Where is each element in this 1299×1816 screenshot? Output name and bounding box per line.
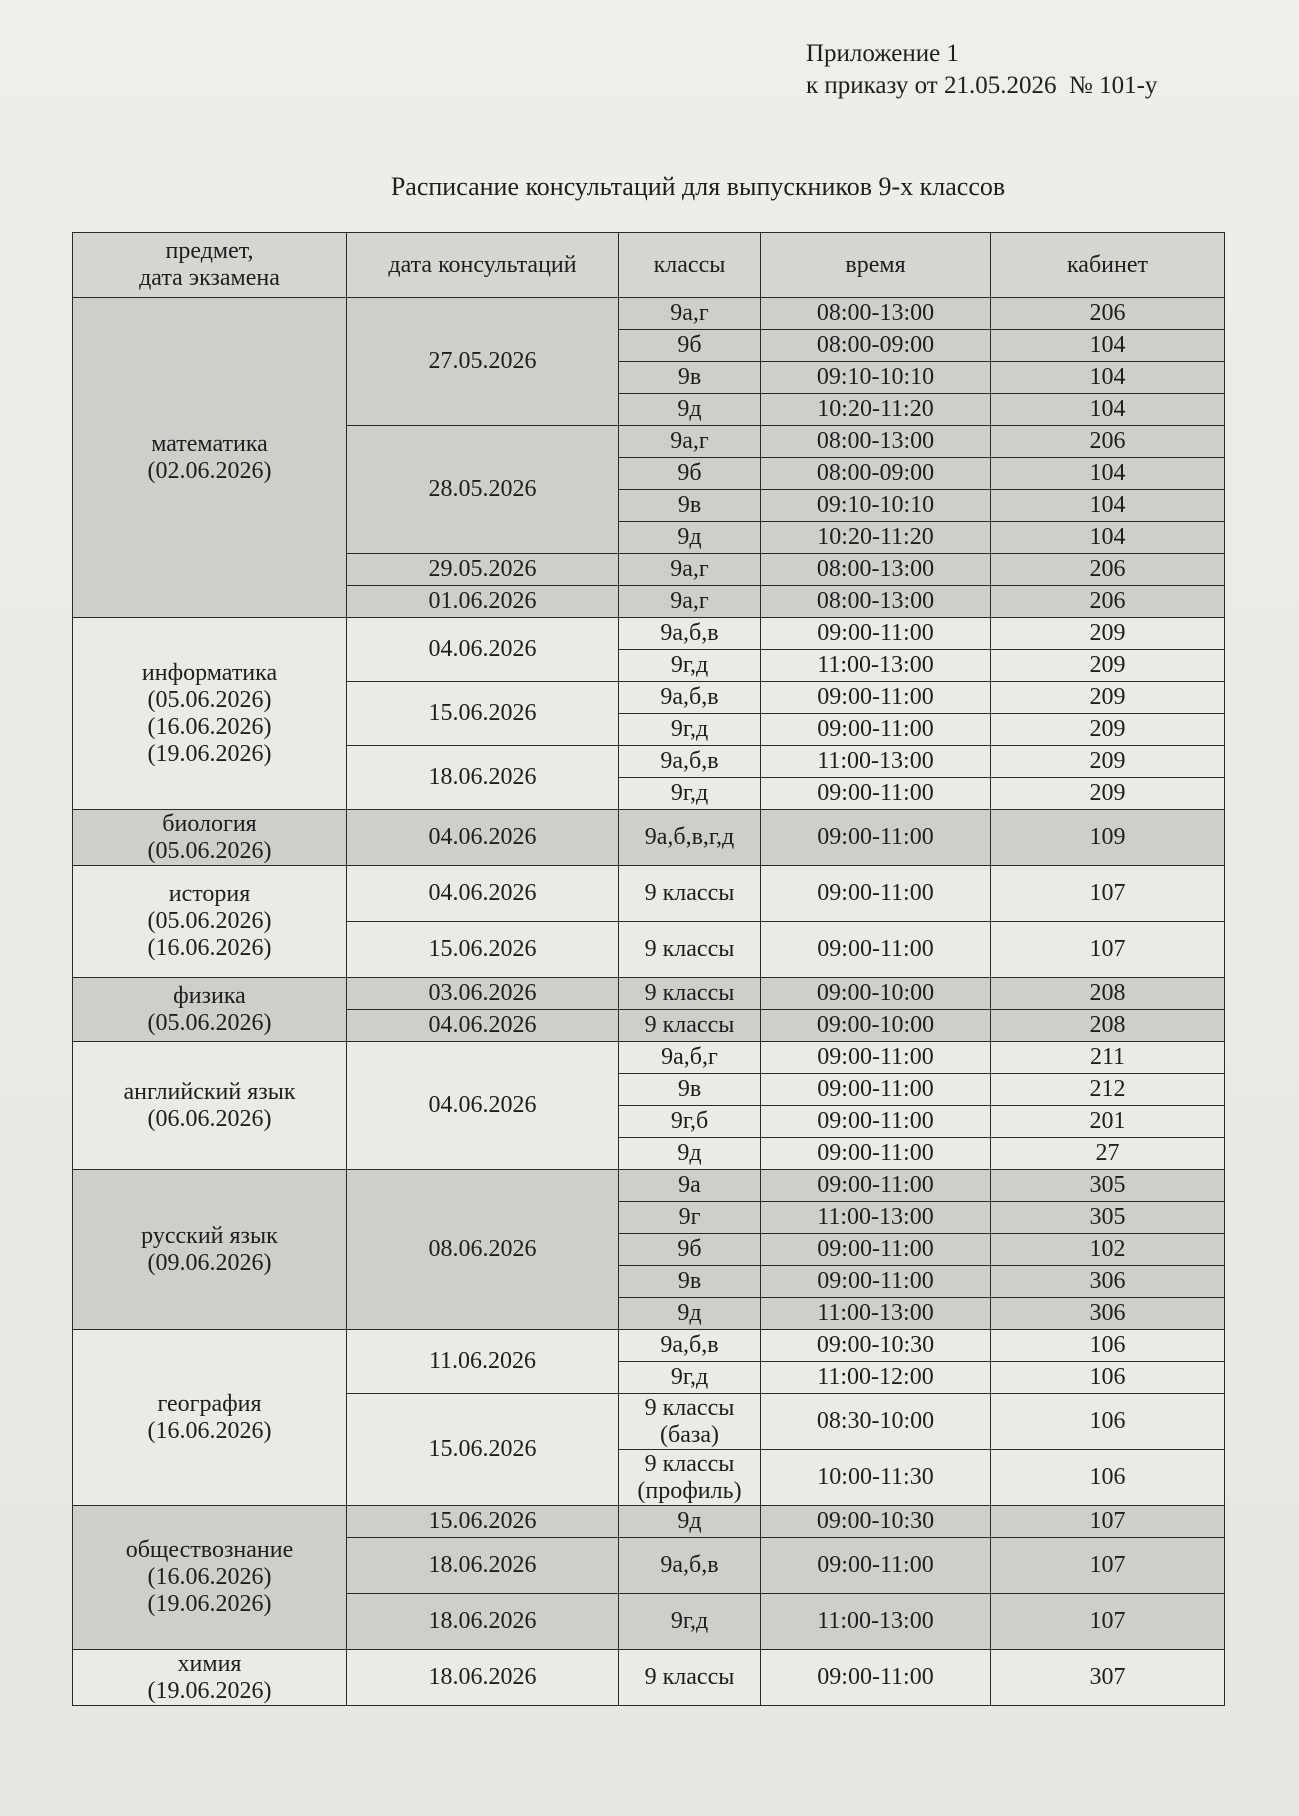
exam-date: (02.06.2026): [147, 457, 272, 484]
classes-text: 9 классы: [644, 1394, 735, 1421]
classes-text: 9г,д: [670, 652, 709, 678]
time-cell: 09:00-11:00: [761, 1042, 991, 1074]
classes-text: 9а,г: [670, 588, 709, 614]
room-cell: 104: [991, 394, 1225, 426]
time-cell: 09:00-11:00: [761, 922, 991, 978]
time-cell: 09:10-10:10: [761, 362, 991, 394]
classes-cell: [619, 1042, 761, 1074]
room-cell: 211: [991, 1042, 1225, 1074]
classes-cell: [619, 618, 761, 650]
consult-date-cell: 27.05.2026: [347, 298, 619, 426]
consult-date-cell: 01.06.2026: [347, 586, 619, 618]
classes-cell: [619, 586, 761, 618]
classes-text: 9 классы: [644, 1664, 735, 1690]
classes-text: 9в: [677, 1076, 702, 1102]
consult-date-cell: 29.05.2026: [347, 554, 619, 586]
time-cell: 09:00-11:00: [761, 1234, 991, 1266]
classes-text: 9а,г: [670, 300, 709, 326]
classes-text: (профиль): [637, 1477, 742, 1504]
exam-date: (09.06.2026): [147, 1249, 272, 1276]
classes-text: 9б: [677, 1236, 702, 1262]
classes-cell: [619, 1266, 761, 1298]
table-row: [73, 810, 1225, 866]
document-title-text: Расписание консультаций для выпускников 9-х классов: [390, 172, 1006, 201]
exam-date: (19.06.2026): [147, 1591, 272, 1617]
room-cell: 106: [991, 1362, 1225, 1394]
room-cell: 104: [991, 458, 1225, 490]
table-row: [73, 866, 1225, 922]
subject-name: информатика: [141, 659, 278, 686]
subject-name: география: [157, 1390, 262, 1417]
room-cell: 307: [991, 1650, 1225, 1706]
classes-text: 9г,д: [670, 1608, 709, 1634]
classes-text: 9в: [677, 1268, 702, 1294]
time-cell: 09:00-11:00: [761, 778, 991, 810]
classes-text: 9а,г: [670, 556, 709, 582]
room-cell: 206: [991, 554, 1225, 586]
room-cell: 109: [991, 810, 1225, 866]
room-cell: 104: [991, 490, 1225, 522]
consult-date-cell: 11.06.2026: [347, 1330, 619, 1394]
time-cell: 11:00-13:00: [761, 1202, 991, 1234]
subject-name: история: [168, 881, 251, 907]
classes-cell: [619, 426, 761, 458]
time-cell: 09:00-11:00: [761, 1170, 991, 1202]
classes-text: 9а,б,в: [660, 1332, 719, 1358]
room-cell: 107: [991, 1538, 1225, 1594]
classes-cell: [619, 490, 761, 522]
room-cell: 107: [991, 1506, 1225, 1538]
classes-cell: [619, 1138, 761, 1170]
subject-name: химия: [177, 1650, 242, 1677]
table-row: [73, 618, 1225, 650]
classes-cell: [619, 1010, 761, 1042]
consult-date-cell: 04.06.2026: [347, 1010, 619, 1042]
time-cell: 09:00-11:00: [761, 1538, 991, 1594]
room-cell: 104: [991, 330, 1225, 362]
subject-name: физика: [173, 982, 246, 1009]
classes-text: 9а,б,г: [661, 1044, 718, 1070]
room-cell: 209: [991, 778, 1225, 810]
classes-text: 9б: [677, 332, 702, 358]
header-classes: классы: [619, 233, 761, 298]
room-cell: 209: [991, 650, 1225, 682]
room-cell: 107: [991, 922, 1225, 978]
time-cell: 08:00-09:00: [761, 330, 991, 362]
subject-cell: [73, 618, 347, 810]
consultation-schedule-table: [72, 232, 1225, 1706]
room-cell: 208: [991, 978, 1225, 1010]
time-cell: 08:00-13:00: [761, 586, 991, 618]
consult-date-cell: 04.06.2026: [347, 866, 619, 922]
classes-text: 9д: [677, 1508, 702, 1534]
time-cell: 09:00-11:00: [761, 866, 991, 922]
classes-text: 9д: [677, 1300, 702, 1326]
classes-cell: [619, 330, 761, 362]
classes-cell: [619, 1594, 761, 1650]
consult-date-cell: 04.06.2026: [347, 1042, 619, 1170]
room-cell: 305: [991, 1170, 1225, 1202]
classes-cell: [619, 714, 761, 746]
consult-date-cell: 04.06.2026: [347, 618, 619, 682]
classes-text: 9д: [677, 396, 702, 422]
classes-text: 9а,г: [670, 428, 709, 454]
room-cell: 107: [991, 866, 1225, 922]
time-cell: 11:00-13:00: [761, 746, 991, 778]
classes-text: 9 классы: [644, 936, 735, 962]
subject-cell: [73, 1042, 347, 1170]
consult-date-cell: 03.06.2026: [347, 978, 619, 1010]
classes-text: 9г,д: [670, 780, 709, 806]
table-row: [73, 1650, 1225, 1706]
classes-cell: [619, 1234, 761, 1266]
consult-date-cell: 04.06.2026: [347, 810, 619, 866]
room-cell: 209: [991, 714, 1225, 746]
table-row: [73, 1170, 1225, 1202]
classes-cell: [619, 650, 761, 682]
classes-cell: [619, 298, 761, 330]
exam-date: (06.06.2026): [147, 1105, 272, 1132]
classes-cell: [619, 1362, 761, 1394]
table-header-row: [73, 233, 1225, 298]
consult-date-cell: 18.06.2026: [347, 1594, 619, 1650]
classes-text: 9а,б,в: [660, 748, 719, 774]
exam-date: (16.06.2026): [147, 1564, 272, 1590]
time-cell: 09:00-11:00: [761, 1266, 991, 1298]
classes-cell: [619, 746, 761, 778]
classes-text: 9д: [677, 524, 702, 550]
classes-text: 9а: [678, 1172, 701, 1198]
consult-date-cell: 18.06.2026: [347, 1538, 619, 1594]
header-room: кабинет: [991, 233, 1225, 298]
subject-name: русский язык: [141, 1222, 278, 1249]
classes-text: 9 классы: [644, 1450, 735, 1477]
subject-cell: [73, 1506, 347, 1650]
appendix-note: [806, 38, 1157, 102]
time-cell: 09:00-10:00: [761, 1010, 991, 1042]
time-cell: 09:00-11:00: [761, 1074, 991, 1106]
exam-date: (19.06.2026): [147, 1677, 272, 1704]
classes-cell: [619, 554, 761, 586]
classes-cell: [619, 682, 761, 714]
classes-text: 9а,б,в: [660, 684, 719, 710]
classes-cell: [619, 866, 761, 922]
document-title: [0, 172, 1299, 202]
time-cell: 08:00-09:00: [761, 458, 991, 490]
classes-cell: [619, 1538, 761, 1594]
room-cell: 104: [991, 522, 1225, 554]
room-cell: 206: [991, 298, 1225, 330]
table-row: [73, 1042, 1225, 1074]
time-cell: 09:00-10:30: [761, 1506, 991, 1538]
classes-text: 9д: [677, 1140, 702, 1166]
classes-text: 9а,б,в: [660, 1552, 719, 1578]
exam-date: (05.06.2026): [147, 686, 272, 713]
classes-cell: [619, 810, 761, 866]
exam-date: (05.06.2026): [147, 1009, 272, 1036]
classes-text: 9г,д: [670, 1364, 709, 1390]
classes-cell: [619, 522, 761, 554]
room-cell: 306: [991, 1266, 1225, 1298]
header-subject-line-2: дата экзамена: [139, 265, 280, 291]
room-cell: 209: [991, 746, 1225, 778]
classes-text: 9 классы: [644, 880, 735, 906]
subject-cell: [73, 866, 347, 978]
classes-text: 9 классы: [644, 980, 735, 1006]
room-cell: 27: [991, 1138, 1225, 1170]
schedule-body: [73, 298, 1225, 1706]
classes-cell: [619, 458, 761, 490]
exam-date: (16.06.2026): [147, 935, 272, 961]
table-row: [73, 1506, 1225, 1538]
room-cell: 201: [991, 1106, 1225, 1138]
time-cell: 09:00-11:00: [761, 682, 991, 714]
classes-cell: [619, 394, 761, 426]
classes-cell: [619, 1450, 761, 1506]
room-cell: 212: [991, 1074, 1225, 1106]
exam-date: (19.06.2026): [147, 740, 272, 767]
subject-cell: [73, 1650, 347, 1706]
table-row: [73, 1330, 1225, 1362]
appendix-line-2: к приказу от 21.05.2026 № 101-у: [806, 72, 1158, 99]
classes-cell: [619, 1394, 761, 1450]
classes-cell: [619, 1330, 761, 1362]
consult-date-cell: 15.06.2026: [347, 682, 619, 746]
consult-date-cell: 15.06.2026: [347, 1394, 619, 1506]
exam-date: (16.06.2026): [147, 1417, 272, 1444]
time-cell: 09:00-11:00: [761, 810, 991, 866]
subject-cell: [73, 978, 347, 1042]
time-cell: 10:20-11:20: [761, 394, 991, 426]
subject-name: биология: [162, 810, 257, 837]
time-cell: 11:00-13:00: [761, 1594, 991, 1650]
time-cell: 08:00-13:00: [761, 554, 991, 586]
classes-text: (база): [660, 1421, 719, 1448]
subject-cell: [73, 1330, 347, 1506]
room-cell: 209: [991, 682, 1225, 714]
time-cell: 09:00-11:00: [761, 1106, 991, 1138]
room-cell: 106: [991, 1450, 1225, 1506]
consult-date-cell: 15.06.2026: [347, 922, 619, 978]
room-cell: 106: [991, 1330, 1225, 1362]
room-cell: 306: [991, 1298, 1225, 1330]
classes-cell: [619, 1506, 761, 1538]
header-subject: [73, 233, 347, 298]
consult-date-cell: 18.06.2026: [347, 746, 619, 810]
classes-cell: [619, 1298, 761, 1330]
classes-cell: [619, 1170, 761, 1202]
classes-cell: [619, 1074, 761, 1106]
classes-text: 9в: [677, 492, 702, 518]
subject-cell: [73, 1170, 347, 1330]
consult-date-cell: 15.06.2026: [347, 1506, 619, 1538]
exam-date: (05.06.2026): [147, 908, 272, 934]
classes-text: 9г,д: [670, 716, 709, 742]
consult-date-cell: 08.06.2026: [347, 1170, 619, 1330]
exam-date: (16.06.2026): [147, 713, 272, 740]
time-cell: 09:00-10:30: [761, 1330, 991, 1362]
classes-cell: [619, 922, 761, 978]
classes-cell: [619, 978, 761, 1010]
room-cell: 107: [991, 1594, 1225, 1650]
subject-cell: [73, 810, 347, 866]
room-cell: 102: [991, 1234, 1225, 1266]
classes-cell: [619, 778, 761, 810]
time-cell: 09:00-11:00: [761, 618, 991, 650]
header-time: время: [761, 233, 991, 298]
classes-cell: [619, 362, 761, 394]
room-cell: 209: [991, 618, 1225, 650]
header-consult-date: дата консультаций: [347, 233, 619, 298]
classes-cell: [619, 1106, 761, 1138]
subject-name: математика: [151, 430, 268, 457]
exam-date: (05.06.2026): [147, 837, 272, 864]
room-cell: 206: [991, 426, 1225, 458]
time-cell: 09:00-11:00: [761, 1650, 991, 1706]
time-cell: 10:20-11:20: [761, 522, 991, 554]
time-cell: 11:00-13:00: [761, 1298, 991, 1330]
room-cell: 305: [991, 1202, 1225, 1234]
classes-text: 9г: [678, 1204, 701, 1230]
subject-name: английский язык: [123, 1078, 296, 1105]
table-row: [73, 978, 1225, 1010]
header-subject-line-1: предмет,: [165, 238, 254, 264]
classes-text: 9а,б,в: [660, 620, 719, 646]
consult-date-cell: 28.05.2026: [347, 426, 619, 554]
classes-text: 9в: [677, 364, 702, 390]
classes-text: 9а,б,в,г,д: [644, 824, 735, 850]
time-cell: 08:00-13:00: [761, 298, 991, 330]
classes-cell: [619, 1650, 761, 1706]
time-cell: 10:00-11:30: [761, 1450, 991, 1506]
time-cell: 08:00-13:00: [761, 426, 991, 458]
room-cell: 206: [991, 586, 1225, 618]
classes-cell: [619, 1202, 761, 1234]
subject-name: обществознание: [125, 1537, 294, 1563]
time-cell: 09:00-11:00: [761, 1138, 991, 1170]
subject-cell: [73, 298, 347, 618]
classes-text: 9г,б: [670, 1108, 709, 1134]
time-cell: 11:00-13:00: [761, 650, 991, 682]
time-cell: 08:30-10:00: [761, 1394, 991, 1450]
room-cell: 104: [991, 362, 1225, 394]
time-cell: 09:00-10:00: [761, 978, 991, 1010]
time-cell: 11:00-12:00: [761, 1362, 991, 1394]
consult-date-cell: 18.06.2026: [347, 1650, 619, 1706]
room-cell: 208: [991, 1010, 1225, 1042]
appendix-line-1: Приложение 1: [806, 40, 959, 67]
table-row: [73, 298, 1225, 330]
room-cell: 106: [991, 1394, 1225, 1450]
classes-text: 9 классы: [644, 1012, 735, 1038]
time-cell: 09:00-11:00: [761, 714, 991, 746]
time-cell: 09:10-10:10: [761, 490, 991, 522]
classes-text: 9б: [677, 460, 702, 486]
